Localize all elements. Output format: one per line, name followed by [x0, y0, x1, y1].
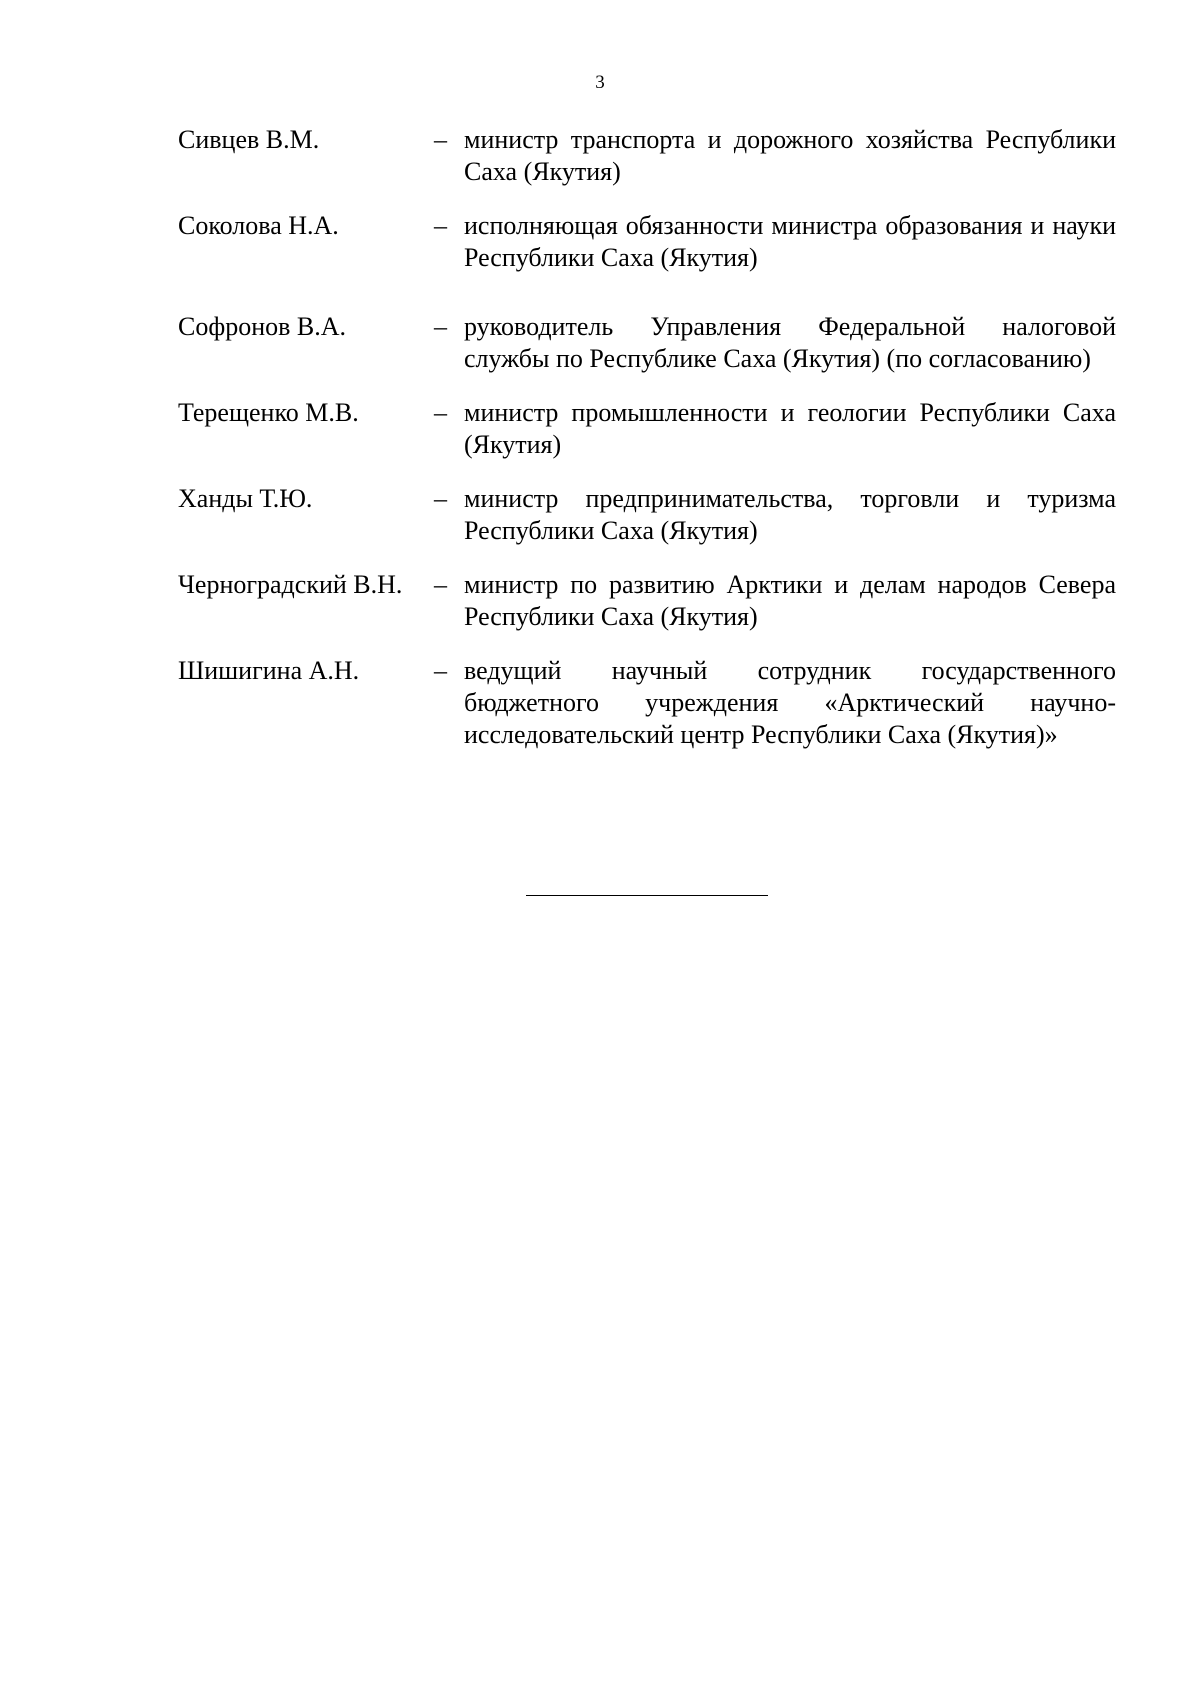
- member-name: Софронов В.А.: [178, 312, 346, 341]
- member-role: министр по развитию Арктики и делам народов Севера Республики Саха (Якутия): [464, 570, 1116, 631]
- member-role: ведущий научный сотрудник государственного бюджетного учреждения «Арктический научно-исследовательский центр Республики Саха (Якутия)»: [464, 656, 1116, 749]
- member-dash: –: [434, 211, 447, 240]
- member-role: министр предпринимательства, торговли и туризма Республики Саха (Якутия): [464, 484, 1116, 545]
- member-row: [178, 124, 1116, 188]
- member-dash: –: [434, 570, 447, 599]
- member-dash: –: [434, 125, 447, 154]
- member-row: [178, 397, 1116, 461]
- member-name: Сивцев В.М.: [178, 125, 320, 154]
- member-row: [178, 655, 1116, 751]
- member-row: [178, 311, 1116, 375]
- member-role: министр промышленности и геологии Республики Саха (Якутия): [464, 398, 1116, 459]
- member-row: [178, 483, 1116, 547]
- member-dash: –: [434, 398, 447, 427]
- member-name: Соколова Н.А.: [178, 211, 339, 240]
- member-name: Ханды Т.Ю.: [178, 484, 313, 513]
- member-role: министр транспорта и дорожного хозяйства Республики Саха (Якутия): [464, 125, 1116, 186]
- member-role: исполняющая обязанности министра образования и науки Республики Саха (Якутия): [464, 211, 1116, 272]
- member-dash: –: [434, 656, 447, 685]
- member-dash: –: [434, 484, 447, 513]
- member-name: Терещенко М.В.: [178, 398, 359, 427]
- members-list: [178, 124, 1116, 751]
- member-row: [178, 569, 1116, 633]
- closing-divider: [526, 895, 768, 896]
- member-role: руководитель Управления Федеральной налоговой службы по Республике Саха (Якутия) (по согласованию): [464, 312, 1116, 373]
- member-row: [178, 210, 1116, 274]
- member-name: Черноградский В.Н.: [178, 570, 403, 599]
- page-number: 3: [595, 72, 605, 93]
- member-dash: –: [434, 312, 447, 341]
- member-name: Шишигина А.Н.: [178, 656, 360, 685]
